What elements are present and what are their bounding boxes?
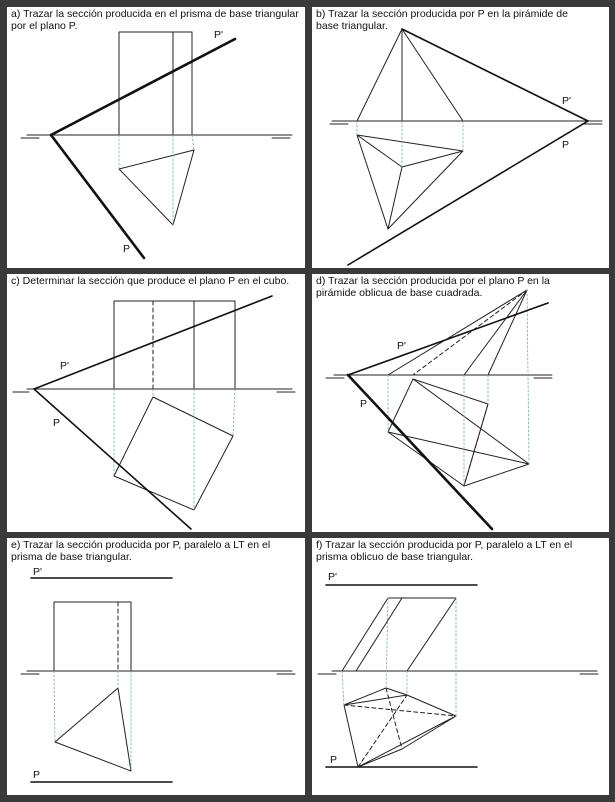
pyramid-plan-edge: [388, 167, 402, 229]
prism-elevation-edge: [407, 598, 456, 671]
drawing-c: [7, 274, 305, 532]
caption: e) Trazar la sección producida por P, paralelo a LT en el prisma de base triangular.: [11, 539, 271, 563]
panel-b: [312, 7, 609, 268]
pyramid-plan-edge: [357, 135, 388, 229]
prism-elevation: [54, 602, 131, 671]
pyramid-plan-edge: [464, 464, 529, 486]
panel-a: [7, 7, 305, 268]
label-p: P: [360, 398, 368, 410]
pyramid-base-plan: [357, 135, 463, 167]
caption: f) Trazar la sección producida por P, paralelo a LT en el prisma oblicuo de base triangular.: [316, 539, 573, 563]
panel-d: [312, 274, 609, 532]
label-p: P: [53, 417, 61, 429]
prism-top-plan: [358, 716, 456, 767]
prism-elevation-edge: [356, 598, 402, 671]
prism-hidden-plan-edge: [358, 695, 407, 767]
pyramid-hidden-edge: [413, 290, 527, 375]
drawing-e: [7, 538, 305, 795]
trace-p-prime: [51, 39, 235, 135]
drawing-f: [312, 538, 609, 795]
prism-elevation-edge: [342, 598, 388, 671]
caption: a) Trazar la sección producida en el prisma de base triangular por el plano P.: [11, 8, 299, 32]
cube-elevation: [114, 301, 235, 389]
recall-line: [233, 389, 235, 436]
label-p: P: [123, 243, 131, 255]
cube-plan: [114, 397, 233, 510]
prism-hidden-plan-edge: [344, 705, 456, 716]
recall-line: [527, 290, 529, 464]
caption: d) Trazar la sección producida por el plano P en la pirámide oblicua de base cuadrada.: [316, 275, 550, 299]
label-p-prime: P': [214, 29, 224, 41]
recall-line: [54, 671, 55, 742]
drawing-b: [312, 7, 609, 268]
label-p-prime: P': [33, 566, 43, 578]
drawing-a: [7, 7, 305, 268]
recall-line: [386, 598, 388, 688]
trace-p: [51, 135, 144, 258]
pyramid-elevation-edge: [464, 290, 527, 375]
pyramid-elevation-edge: [357, 29, 402, 121]
pyramid-elevation-edge: [388, 290, 527, 375]
trace-p: [34, 389, 191, 529]
panel-c: [7, 274, 305, 532]
label-p-prime: P': [60, 360, 70, 372]
caption: b) Trazar la sección producida por P en la pirámide de base triangular.: [316, 8, 568, 32]
label-p-prime: P': [397, 340, 407, 352]
pyramid-elevation-edge: [488, 290, 527, 375]
panel-e: [7, 538, 305, 795]
recall-line: [342, 671, 344, 705]
drawing-d: [312, 274, 609, 532]
prism-base-plan: [119, 150, 194, 225]
trace-p-prime: [402, 29, 588, 121]
prism-elevation: [119, 32, 192, 135]
label-p: P: [562, 139, 570, 151]
trace-p: [348, 121, 588, 265]
label-p-prime: P': [328, 571, 338, 583]
label-p: P: [33, 769, 41, 781]
pyramid-plan-edge: [388, 151, 463, 229]
label-p: P: [330, 754, 338, 766]
prism-base-plan: [344, 688, 407, 705]
caption: c) Determinar la sección que produce el plano P en el cubo.: [11, 275, 290, 287]
pyramid-elevation-edge: [402, 29, 463, 121]
recall-line: [192, 135, 194, 150]
trace-p-prime: [348, 303, 548, 375]
prism-plan-edge: [407, 695, 456, 716]
panel-f: [312, 538, 609, 795]
prism-base-plan: [55, 688, 131, 771]
prism-plan-edge: [344, 705, 358, 767]
label-p-prime: P': [562, 95, 572, 107]
